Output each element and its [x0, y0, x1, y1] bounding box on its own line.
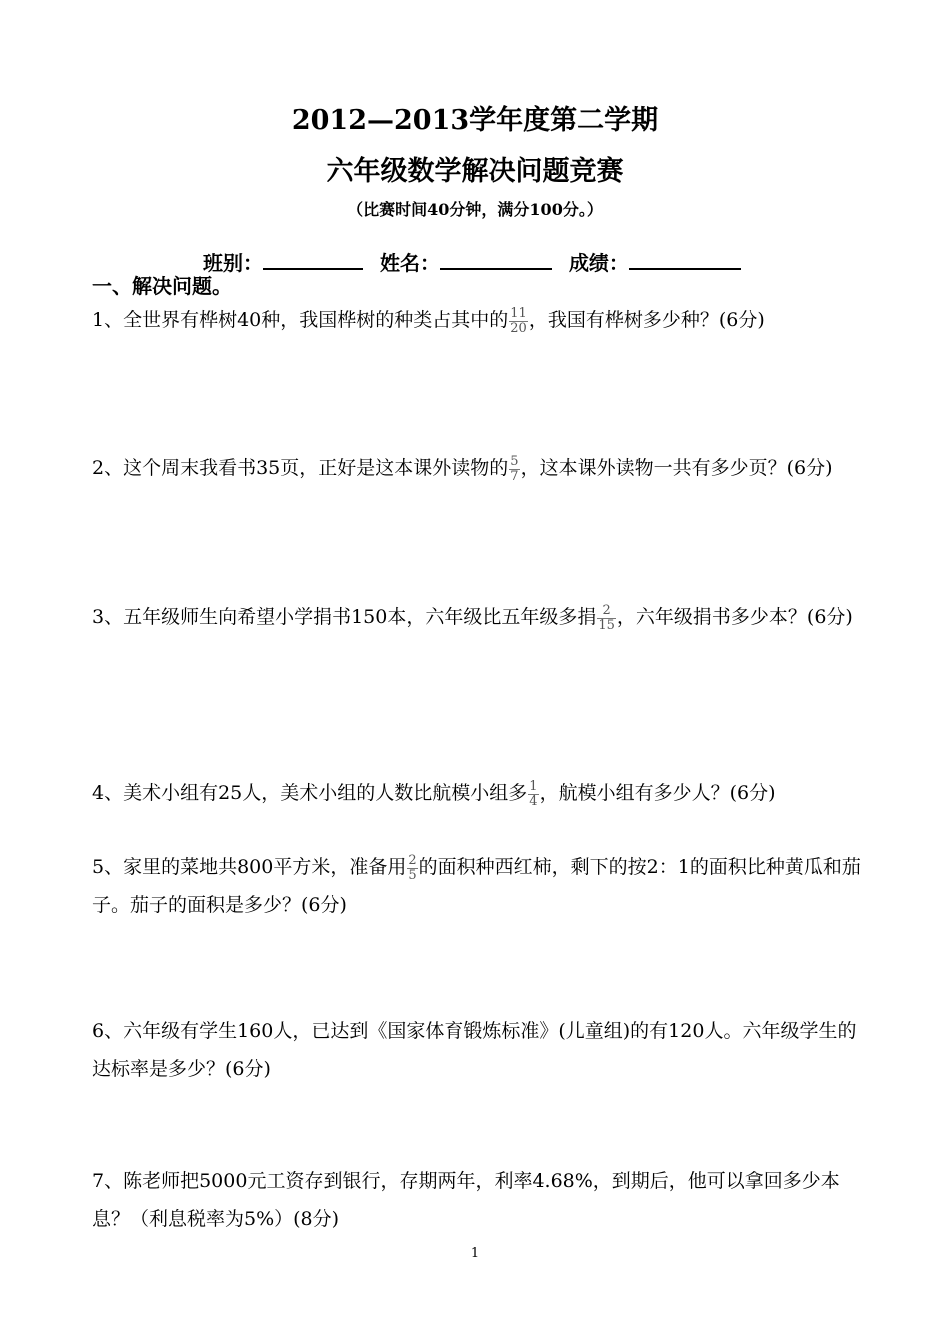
question-4: 4、美术小组有25人，美术小组的人数比航模小组多 $\frac{1}{4}$ ，航模小组有多少人？(6分)	[92, 778, 776, 809]
title-year-term: 2012—2013学年度第二学期	[291, 105, 659, 136]
page-number: 1	[470, 1246, 480, 1261]
question-1: 1、全世界有桦树40种，我国桦树的种类占其中的 $\frac{11}{20}$ ，我国有桦树多少种？(6分)	[92, 305, 765, 336]
score-label: 成绩：	[568, 251, 629, 275]
question-5: 5、家里的菜地共800平方米，准备用 $\frac{2}{5}$ 的面积种西红柿，剩下的按2：1的面积比种黄瓜和茄子。茄子的面积是多少？(6分)	[92, 852, 861, 916]
fraction: $\frac{1}{4}$	[529, 778, 538, 809]
class-label: 班别：	[203, 251, 263, 275]
question-6: 6、六年级有学生160人，已达到《国家体育锻炼标准》(儿童组)的有120人。六年级学生的达标率是多少？(6分)	[92, 1020, 857, 1080]
title-competition: 六年级数学解决问题竞赛	[326, 156, 624, 187]
class-blank	[263, 246, 363, 270]
fraction: $\frac{11}{20}$	[510, 305, 527, 336]
exam-note: （比赛时间40分钟，满分100分。）	[347, 200, 603, 219]
student-info-line	[203, 246, 751, 277]
name-blank	[440, 246, 552, 270]
fraction: $\frac{2}{5}$	[408, 852, 417, 883]
section-title: 一、解决问题。	[92, 274, 232, 298]
question-7: 7、陈老师把5000元工资存到银行，存期两年，利率4.68%，到期后，他可以拿回多少本息？（利息税率为5%）(8分)	[92, 1170, 840, 1230]
fraction: $\frac{2}{15}$	[598, 602, 615, 633]
score-blank	[629, 246, 741, 270]
question-2: 2、这个周末我看书35页，正好是这本课外读物的 $\frac{5}{7}$ ，这本课外读物一共有多少页？(6分)	[92, 453, 833, 484]
name-label: 姓名：	[379, 251, 440, 275]
question-3: 3、五年级师生向希望小学捐书150本，六年级比五年级多捐 $\frac{2}{15}$ ，六年级捐书多少本？(6分)	[92, 602, 853, 633]
fraction: $\frac{5}{7}$	[510, 453, 519, 484]
